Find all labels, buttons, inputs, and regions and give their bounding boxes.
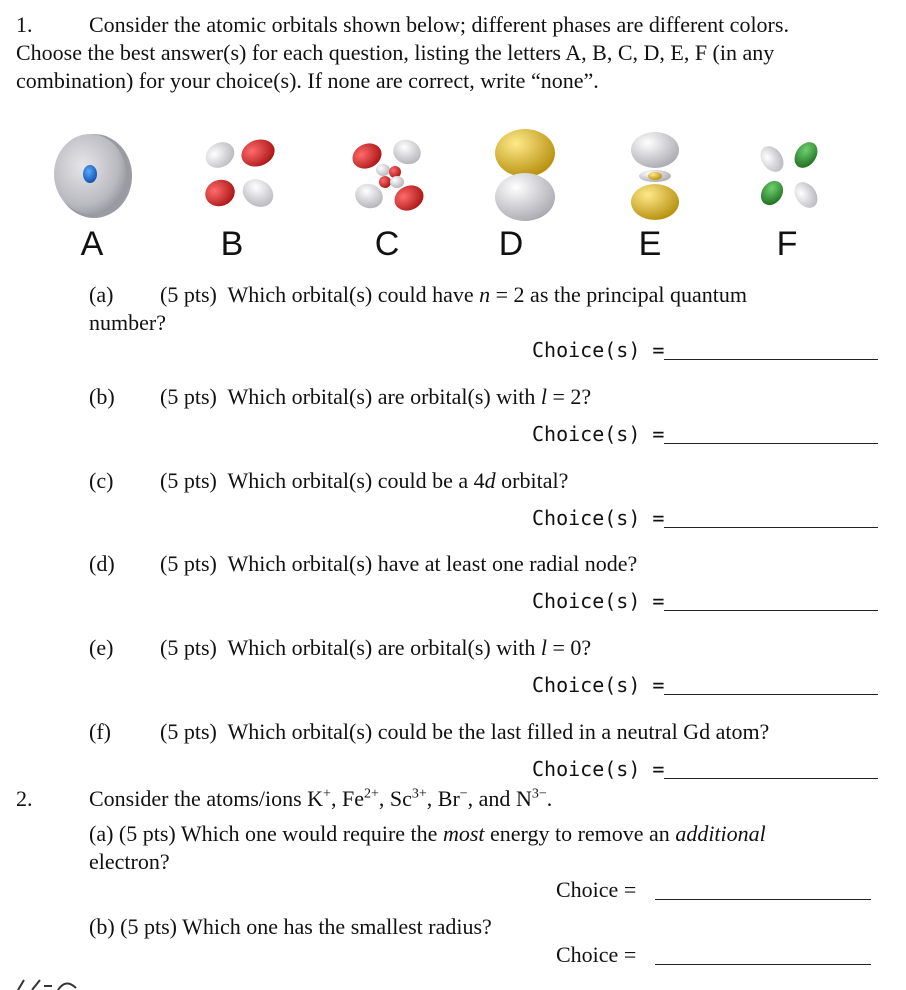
part-a-choice-label: Choice(s) = [532, 338, 665, 362]
ion-fe: $Fe^{2+}$ [341, 786, 379, 811]
part-f-letter: (f) [89, 719, 111, 744]
orbital-label-a: A [80, 225, 104, 263]
part-f-answer-field[interactable] [664, 778, 878, 779]
ion-br: Br− [437, 786, 468, 811]
ion-sc: $Sc^{3+}$ [389, 786, 427, 811]
part-e-answer-field[interactable] [664, 694, 878, 695]
part-d-question [160, 551, 637, 577]
q2-part-b-choice-label: Choice = [556, 942, 637, 967]
q2-a-additional: additional [675, 821, 766, 846]
orbital-label-b: B [220, 225, 244, 263]
q1-intro-line3: combination) for your choice(s). If none are correct, write “none”. [16, 68, 599, 93]
part-b-text-after: = 2? [546, 384, 592, 409]
part-d-choice-label: Choice(s) = [532, 589, 665, 613]
part-b-var: l [540, 384, 547, 409]
part-f-pts: (5 pts) [160, 719, 217, 744]
part-b-pts: (5 pts) [160, 384, 217, 409]
part-c-pts: (5 pts) [160, 468, 217, 493]
part-c-text-before: Which orbital(s) could be a 4 [227, 468, 485, 493]
part-e-letter: (e) [89, 635, 114, 660]
ion-k: K+ [307, 786, 331, 811]
part-a-pts: (5 pts) [160, 282, 217, 307]
q2-part-a-choice-label: Choice = [556, 877, 637, 902]
part-a-answer-field[interactable] [664, 359, 878, 360]
q2-part-b-answer-field[interactable] [655, 964, 871, 965]
q1-number: 1. [16, 12, 33, 37]
q1-intro-line1: Consider the atomic orbitals shown below; different phases are different colors. [89, 12, 789, 37]
orbital-c-image [345, 132, 435, 220]
orbital-d-image [490, 125, 560, 225]
part-a-letter: (a) [89, 282, 114, 307]
part-b-answer-field[interactable] [664, 443, 878, 444]
q2-number: 2. [16, 786, 33, 811]
part-c-var: d [484, 468, 496, 493]
orbital-a-image [50, 130, 134, 220]
part-a-text-before: Which orbital(s) could have [227, 282, 480, 307]
orbital-label-e: E [638, 225, 662, 263]
part-a-line2: number? [89, 310, 166, 335]
part-c-choice-label: Choice(s) = [532, 506, 665, 530]
part-b-text-before: Which orbital(s) are orbital(s) with [227, 384, 541, 409]
part-f-question [160, 719, 769, 745]
q1-intro-line2: Choose the best answer(s) for each question, listing the letters A, B, C, D, E, F (in any [16, 40, 775, 65]
q2-a-most: most [442, 821, 485, 846]
q2-and-word: and [478, 786, 511, 811]
part-d-answer-field[interactable] [664, 610, 878, 611]
orbital-f-image [750, 135, 830, 215]
part-a-var: n [479, 282, 491, 307]
ion-n: $N^{3-}$ [515, 786, 547, 811]
q2-part-a-line2: electron? [89, 849, 170, 874]
part-c-letter: (c) [89, 468, 114, 493]
orbital-label-f: F [776, 225, 798, 263]
part-d-letter: (d) [89, 551, 115, 576]
q2-intro: Consider the atoms/ions K+, $Fe^{2+}$, $Sc^{3+}$, Br−, and $N^{3-}$. [89, 786, 553, 811]
q2-part-a-question [89, 821, 766, 847]
cropped-handwriting-mark [14, 978, 84, 990]
orbital-label-c: C [374, 225, 400, 263]
part-f-text: Which orbital(s) could be the last filled in a neutral Gd atom? [227, 719, 770, 744]
part-e-var: l [540, 635, 547, 660]
orbital-label-d: D [498, 225, 524, 263]
q2-a-prefix: (a) (5 pts) Which one would require the [89, 821, 443, 846]
part-e-text-after: = 0? [546, 635, 592, 660]
part-e-pts: (5 pts) [160, 635, 217, 660]
part-b-question [160, 384, 591, 410]
part-e-question [160, 635, 591, 661]
q2-part-b-question: (b) (5 pts) Which one has the smallest radius? [89, 914, 492, 939]
part-e-choice-label: Choice(s) = [532, 673, 665, 697]
q2-a-mid: energy to remove an [484, 821, 676, 846]
q2-part-a-answer-field[interactable] [655, 899, 871, 900]
part-e-text-before: Which orbital(s) are orbital(s) with [227, 635, 541, 660]
q2-intro-prefix: Consider the atoms/ions [89, 786, 308, 811]
part-b-choice-label: Choice(s) = [532, 422, 665, 446]
part-a-question [160, 282, 747, 308]
orbital-figure [40, 120, 880, 270]
orbital-e-image [620, 128, 690, 224]
part-c-answer-field[interactable] [664, 527, 878, 528]
orbital-b-image [200, 135, 280, 215]
part-a-text-after: = 2 as the principal quantum [490, 282, 747, 307]
part-c-question [160, 468, 568, 494]
part-f-choice-label: Choice(s) = [532, 757, 665, 781]
part-c-text-after: orbital? [495, 468, 569, 493]
part-d-text: Which orbital(s) have at least one radial node? [227, 551, 638, 576]
part-d-pts: (5 pts) [160, 551, 217, 576]
part-b-letter: (b) [89, 384, 115, 409]
